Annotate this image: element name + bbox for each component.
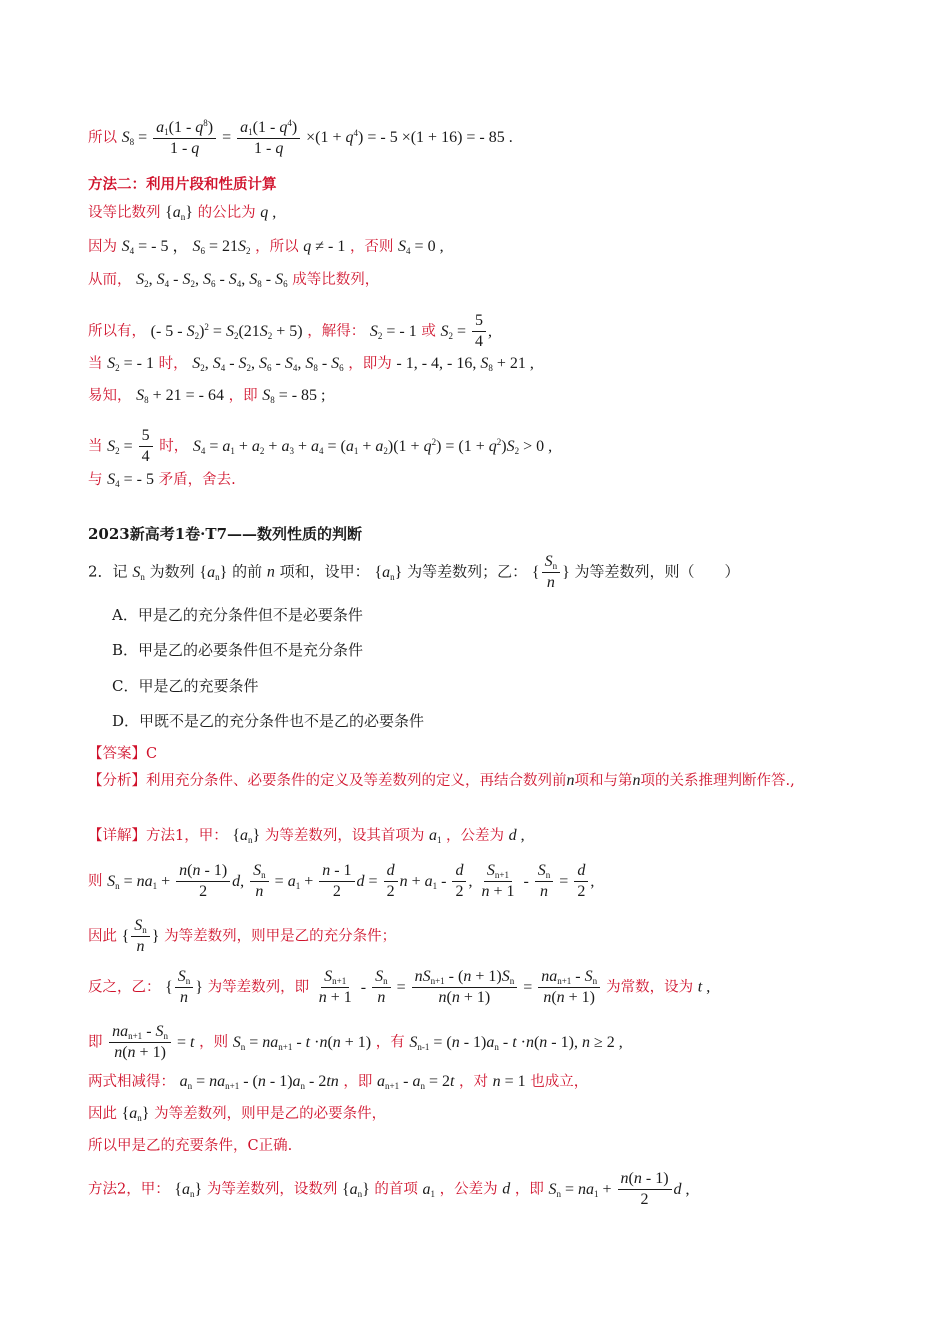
math-segments-2: $S_2$, $S_4 - S_2$, $S_6 - S_4$, $S_8 - S_6$ <box>192 355 344 373</box>
option-a: A．甲是乙的充分条件但不是必要条件 <box>112 606 363 624</box>
text: 两式相减得： <box>88 1074 175 1090</box>
math-s2: $S_2$ = - 1 <box>107 355 154 373</box>
line-when-neg1 <box>88 354 534 374</box>
math-s8-85: $S_8$ = - 85 ; <box>262 387 326 405</box>
line-because <box>88 237 444 257</box>
math-a1: $a_1$ <box>422 1180 436 1199</box>
text: 为等差数列，则甲是乙的充分条件； <box>164 928 397 945</box>
math-n: n <box>566 772 575 789</box>
math-s4-zero: $S_4 = 0$ , <box>398 238 444 256</box>
detail-label: 【详解】 <box>88 828 146 844</box>
math-sn-over-n: { $\frac{S_n}{n}$ } <box>165 968 203 1007</box>
text: 为常数，设为 <box>606 979 694 996</box>
math-sn-t: $S_n = na_{n+1} - t \cdot n(n + 1)$ <box>232 1033 372 1052</box>
math-segments: $S_2$, $S_4 - S_2$, $S_6 - S_4$, $S_8 - S_6$ <box>136 271 288 289</box>
section-title: 2023新高考1卷·T7——数列性质的判断 <box>88 525 363 543</box>
text: 项的关系推理判断作答., <box>640 773 795 789</box>
math-sn-1: $S_{n-1} = (n - 1)a_n - t \cdot n(n - 1)$, n ≥ 2 , <box>409 1033 623 1052</box>
text: 的公比为 <box>197 205 256 221</box>
math-equation: (- $5 - S_2)^2 = S_2(21S_2 + 5)$ <box>150 321 303 341</box>
math-s2-neg1: $S_2$ = - 1 <box>369 322 417 341</box>
analysis-label: 【分析】 <box>88 773 146 789</box>
math-an-eq: $a_n = na_{n+1} - (n - 1)a_n - 2tn$ <box>179 1073 339 1091</box>
math-q-neq: q ≠ - 1 <box>303 238 346 255</box>
math-sn-over-n: { $\frac{S_n}{n}$ } <box>121 917 160 956</box>
math-an: $\{a_n\}$ <box>165 204 193 222</box>
math-t-eq: $\frac{na_{n+1} - S_n}{n(n + 1)}$ = t <box>107 1034 194 1051</box>
text: 为等差数列，设数列 <box>206 1181 338 1198</box>
text: 为数列 <box>149 562 195 581</box>
math-d: d <box>502 1180 511 1198</box>
line-contradiction <box>88 470 236 490</box>
math-difference: $\frac{S_{n+1}}{n + 1}$ - $\frac{S_n}{n}$ = $\frac{nS_{n+1} - (n + 1)S_n}{n(n + 1)}$ = $\frac{na_{n+1} - S_n}{n(n + 1)}$ <box>314 979 606 996</box>
text: 即 <box>88 1034 103 1051</box>
math-a1: $a_1$ <box>428 827 442 845</box>
math-diff-2t: $a_{n+1} - a_n = 2t$ <box>377 1073 455 1091</box>
text: 从而， <box>88 272 132 288</box>
math-an: $\{a_n\}$ <box>174 1180 203 1199</box>
math-sn-over-n: { $\frac{S_n}{n}$ } <box>531 553 570 592</box>
detail-method2 <box>88 1170 690 1210</box>
detail-sn-formula <box>88 862 594 902</box>
text: 所以有， <box>88 323 146 340</box>
detail-converse <box>88 968 710 1008</box>
math-s8-64: $S_8 + 21$ = - 64 <box>136 387 224 405</box>
text: 为等差数列，设其首项为 <box>264 828 425 844</box>
math-q: q , <box>260 204 277 221</box>
math-s2-frac: $S_2$ = $\frac{5}{4}$ <box>107 438 155 455</box>
text: 的首项 <box>374 1181 418 1198</box>
math-s4: $S_4$ = - 5 ， $S_6 = 21S_2$ <box>121 238 251 256</box>
math-an: $\{a_n\}$ <box>199 563 228 582</box>
text: 为等差数列，即 <box>207 979 310 996</box>
text: 则 <box>88 873 103 890</box>
formula-s8: $S_8$ = $\frac{a_1(1 - q^8)}{1 - q}$ = $\frac{a_1(1 - q^4)}{1 - q}$ $\times(1 + q^4)$ = - 5 ×(1 + 16) = - 85 . <box>121 118 513 158</box>
math-sn-formula: $S_n = na_1$ + $\frac{n(n - 1)}{2}$ d , <box>548 1170 690 1209</box>
math-an: $\{a_n\}$ <box>121 1105 150 1123</box>
text: ，有 <box>375 1034 405 1051</box>
text: ，对 <box>459 1074 489 1090</box>
math-sn-expansion: $S_n = na_1$ + $\frac{n(n - 1)}{2}$ d, $\frac{S_n}{n}$ = $a_1$ + $\frac{n - 1}{2}$ d = $\frac{d}{2}$ $n + a_1$ - $\frac{d}{2}$ , $\frac{S_{n+1}}{n + 1}$ - $\frac{S_n}{n}$ = $\frac{d}{2}$ , <box>107 862 595 901</box>
math-sn: $S_n$ <box>132 563 145 582</box>
option-b: B．甲是乙的必要条件但不是充分条件 <box>112 641 364 659</box>
method-two-heading: 方法二：利用片段和性质计算 <box>88 176 277 193</box>
answer-value: C <box>146 746 158 762</box>
detail-subtract <box>88 1072 588 1092</box>
text: 2．记 <box>88 562 128 581</box>
math-n-eq-1: n = 1 <box>492 1073 526 1090</box>
line-solve <box>88 312 492 352</box>
math-s2-54: $S_2$ = $\frac{5}{4}$ , <box>440 312 492 351</box>
math-an-2: $\{a_n\}$ <box>374 563 403 582</box>
line-thus <box>88 270 379 290</box>
text: 的前 <box>232 562 263 581</box>
detail-conclusion: 所以甲是乙的充要条件，C正确. <box>88 1138 293 1154</box>
text: 当 <box>88 356 103 372</box>
text: 时， <box>158 356 188 372</box>
detail-necessary <box>88 1104 386 1124</box>
math-s4-neg5: $S_4$ = - 5 <box>107 471 154 489</box>
text: 项和，设甲： <box>279 562 370 581</box>
detail-t-relation <box>88 1023 623 1063</box>
question-text <box>88 553 740 593</box>
math-an-2: $\{a_n\}$ <box>341 1180 370 1199</box>
text: 为等差数列；乙： <box>407 562 528 581</box>
math-values: - 1, - 4, - 16, $S_8 + 21$ , <box>396 355 534 373</box>
text: 易知， <box>88 388 132 404</box>
text: ，即为 <box>348 356 392 372</box>
label-suoyi: 所以 <box>88 130 117 147</box>
text: 因此 <box>88 1106 117 1122</box>
text: ，公差为 <box>439 1181 498 1198</box>
text: 矛盾，舍去. <box>158 472 236 488</box>
math-an: $\{a_n\}$ <box>232 827 261 845</box>
detail-sufficient <box>88 917 396 957</box>
line-ratio <box>88 203 276 223</box>
text: 也成立， <box>530 1074 589 1090</box>
text: 设等比数列 <box>88 205 161 221</box>
math-n: n <box>266 563 275 581</box>
text: ，否则 <box>349 239 394 255</box>
text: 反之，乙： <box>88 979 161 996</box>
analysis-paragraph <box>88 768 868 794</box>
answer-label: 【答案】 <box>88 746 146 762</box>
text: 方法2，甲： <box>88 1181 170 1198</box>
text: 利用充分条件、必要条件的定义及等差数列的定义，再结合数列前 <box>146 773 567 789</box>
text: ，则 <box>199 1034 229 1051</box>
text: 成等比数列， <box>292 272 380 288</box>
option-c: C．甲是乙的充要条件 <box>112 677 259 695</box>
text: 与 <box>88 472 103 488</box>
math-d: d , <box>508 827 525 844</box>
text: 方法1，甲： <box>146 828 228 844</box>
text: ，公差为 <box>446 828 505 844</box>
text: 或 <box>421 323 436 340</box>
line-easy <box>88 386 326 406</box>
text: 为等差数列，则甲是乙的必要条件， <box>154 1106 387 1122</box>
answer-line <box>88 746 157 763</box>
text: ，解得： <box>307 323 366 340</box>
line-s8-result <box>88 118 513 159</box>
text: ，所以 <box>255 239 299 255</box>
detail-method1 <box>88 826 525 846</box>
text: ，即 <box>228 388 258 404</box>
text: 因此 <box>88 928 117 945</box>
option-d: D．甲既不是乙的充分条件也不是乙的必要条件 <box>112 712 425 730</box>
math-t: t , <box>697 978 711 996</box>
text: 当 <box>88 438 103 455</box>
text: 时， <box>159 438 189 455</box>
math-s4-sum: $S_4 = a_1 + a_2 + a_3 + a_4 = (a_1 + a_2)(1 + q^2) = (1 + q^2)S_2 > 0$ , <box>192 436 553 456</box>
text: ，即 <box>514 1181 544 1198</box>
text: 项和与第 <box>574 773 633 789</box>
math-n-2: n <box>632 772 641 789</box>
text: 为等差数列，则（ ） <box>574 562 740 581</box>
text: 因为 <box>88 239 117 255</box>
text: ，即 <box>343 1074 373 1090</box>
line-when-54 <box>88 427 552 467</box>
